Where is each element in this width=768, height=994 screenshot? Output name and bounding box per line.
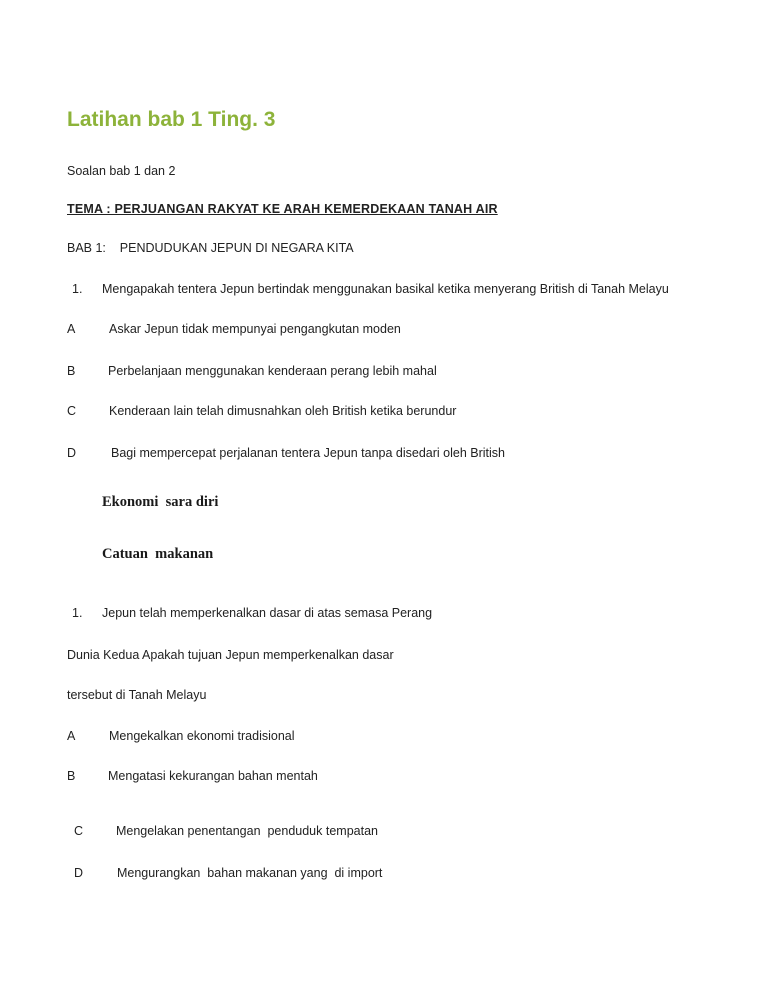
question-1 [72, 282, 669, 296]
q2-option-b [67, 769, 318, 783]
document-title: Latihan bab 1 Ting. 3 [67, 108, 276, 131]
q1-option-d [67, 446, 505, 460]
subtitle: Soalan bab 1 dan 2 [67, 164, 176, 178]
option-text: Bagi mempercepat perjalanan tentera Jepun tanpa disedari oleh British [111, 446, 505, 460]
q1-option-c [67, 404, 456, 418]
policy-item: Ekonomi sara diri [102, 494, 219, 510]
option-letter: B [67, 769, 76, 783]
option-letter: C [73, 824, 83, 838]
q2-option-a [67, 729, 295, 743]
option-text: Mengatasi kekurangan bahan mentah [108, 769, 318, 783]
option-text: Askar Jepun tidak mempunyai pengangkutan moden [109, 322, 401, 336]
question-2-line-3: tersebut di Tanah Melayu [67, 688, 207, 702]
question-text: Mengapakah tentera Jepun bertindak menggunakan basikal ketika menyerang British di Tanah Melayu [102, 282, 669, 296]
q1-option-b [67, 364, 437, 378]
option-text: Mengelakan penentangan penduduk tempatan [115, 824, 378, 838]
option-letter: A [67, 729, 76, 743]
theme-heading: TEMA : PERJUANGAN RAKYAT KE ARAH KEMERDEKAAN TANAH AIR [67, 202, 498, 216]
option-text: Mengekalkan ekonomi tradisional [109, 729, 295, 743]
option-text: Perbelanjaan menggunakan kenderaan perang lebih mahal [108, 364, 437, 378]
option-text: Kenderaan lain telah dimusnahkan oleh British ketika berundur [109, 404, 457, 418]
option-letter: D [73, 866, 83, 880]
policy-item: Catuan makanan [102, 546, 214, 562]
question-2-line-2: Dunia Kedua Apakah tujuan Jepun memperkenalkan dasar [67, 648, 394, 662]
option-text: Mengurangkan bahan makanan yang di import [116, 866, 383, 880]
question-2 [72, 606, 432, 620]
option-letter: B [67, 364, 76, 378]
q2-option-d [67, 852, 382, 880]
question-text: Jepun telah memperkenalkan dasar di atas semasa Perang [102, 606, 433, 620]
question-number: 1. [72, 282, 83, 296]
option-letter: D [67, 446, 77, 460]
option-letter: C [67, 404, 77, 418]
chapter-heading: BAB 1: PENDUDUKAN JEPUN DI NEGARA KITA [67, 241, 354, 255]
q2-option-c [67, 810, 378, 838]
question-number: 1. [72, 606, 83, 620]
option-letter: A [67, 322, 76, 336]
q1-option-a [67, 322, 401, 336]
